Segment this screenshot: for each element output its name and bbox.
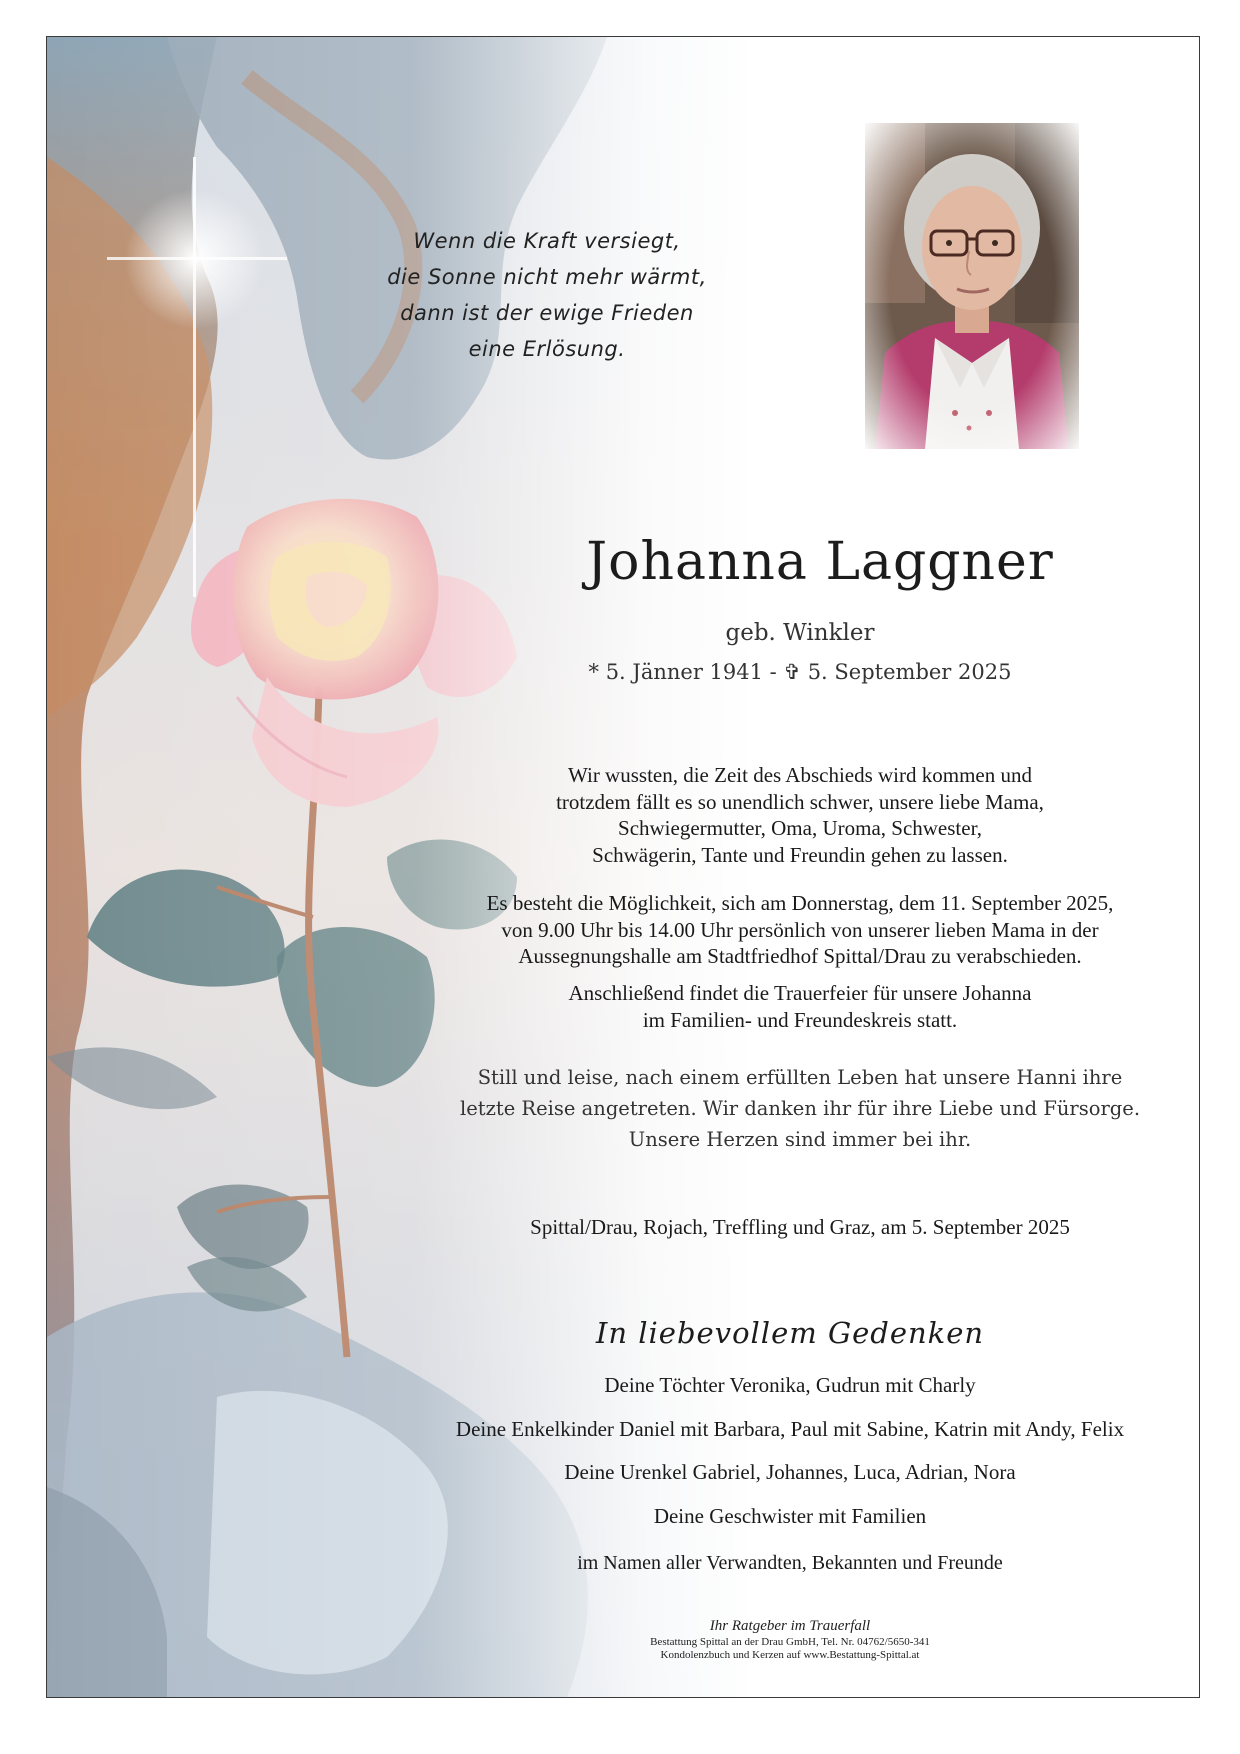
mourner-line: Deine Geschwister mit Familien — [653, 1503, 927, 1528]
footer-web: Kondolenzbuch und Kerzen auf www.Bestattung-Spittal.at — [660, 1649, 920, 1661]
life-dates: * 5. Jänner 1941 - ✞ 5. September 2025 — [588, 660, 1012, 684]
text-line: Schwägerin, Tante und Freundin gehen zu lassen. — [592, 842, 1008, 867]
mourner-line: Deine Enkelkinder Daniel mit Barbara, Paul mit Sabine, Katrin mit Andy, Felix — [455, 1416, 1125, 1441]
mourner-line: Deine Urenkel Gabriel, Johannes, Luca, Adrian, Nora — [564, 1460, 1016, 1484]
farewell-paragraph — [390, 762, 1210, 868]
deceased-name: Johanna Laggner — [586, 532, 1054, 592]
poem-line: die Sonne nicht mehr wärmt, — [387, 265, 707, 289]
text-line: Aussegnungshalle am Stadtfriedhof Spittal/Drau zu verabschieden. — [518, 944, 1082, 968]
viewing-paragraph — [390, 890, 1210, 970]
text-line: Es besteht die Möglichkeit, sich am Donnerstag, dem 11. September 2025, — [486, 891, 1114, 915]
footer-company: Bestattung Spittal an der Drau GmbH, Tel. Nr. 04762/5650-341 — [650, 1636, 930, 1648]
poem-line: dann ist der ewige Frieden — [400, 301, 694, 325]
closing-line: im Namen aller Verwandten, Bekannten und Freunde — [577, 1552, 1003, 1574]
poem-line: eine Erlösung. — [468, 337, 626, 361]
funeral-home-footer — [560, 1616, 1020, 1662]
place-date — [390, 1214, 1210, 1241]
text-line: Still und leise, nach einem erfüllten Leben hat unsere Hanni ihre — [477, 1066, 1123, 1089]
mourners-list — [390, 1364, 1190, 1538]
footer-slogan: Ihr Ratgeber im Trauerfall — [709, 1618, 871, 1634]
portrait-photo — [865, 123, 1079, 449]
text-line: von 9.00 Uhr bis 14.00 Uhr persönlich von unserer lieben Mama in der — [501, 917, 1099, 942]
text-line: Unsere Herzen sind immer bei ihr. — [628, 1128, 972, 1151]
text-line: Anschließend findet die Trauerfeier für unsere Johanna — [568, 981, 1032, 1005]
maiden-name: geb. Winkler — [725, 620, 875, 646]
poem-quote — [367, 223, 727, 367]
text-line: im Familien- und Freundeskreis statt. — [642, 1007, 958, 1032]
text-line: trotzdem fällt es so unendlich schwer, unsere liebe Mama, — [556, 789, 1044, 814]
tribute-paragraph — [390, 1062, 1210, 1155]
text-line: Wir wussten, die Zeit des Abschieds wird kommen und — [568, 763, 1032, 787]
poem-line: Wenn die Kraft versiegt, — [413, 229, 681, 253]
memory-heading: In liebevollem Gedenken — [595, 1316, 985, 1350]
text-line: Schwiegermutter, Oma, Uroma, Schwester, — [618, 816, 982, 840]
mourner-line: Deine Töchter Veronika, Gudrun mit Charly — [604, 1373, 976, 1397]
place-date-text: Spittal/Drau, Rojach, Treffling und Graz, am 5. September 2025 — [530, 1215, 1070, 1239]
text-line: letzte Reise angetreten. Wir danken ihr für ihre Liebe und Fürsorge. — [459, 1097, 1141, 1120]
ceremony-paragraph — [390, 980, 1210, 1033]
